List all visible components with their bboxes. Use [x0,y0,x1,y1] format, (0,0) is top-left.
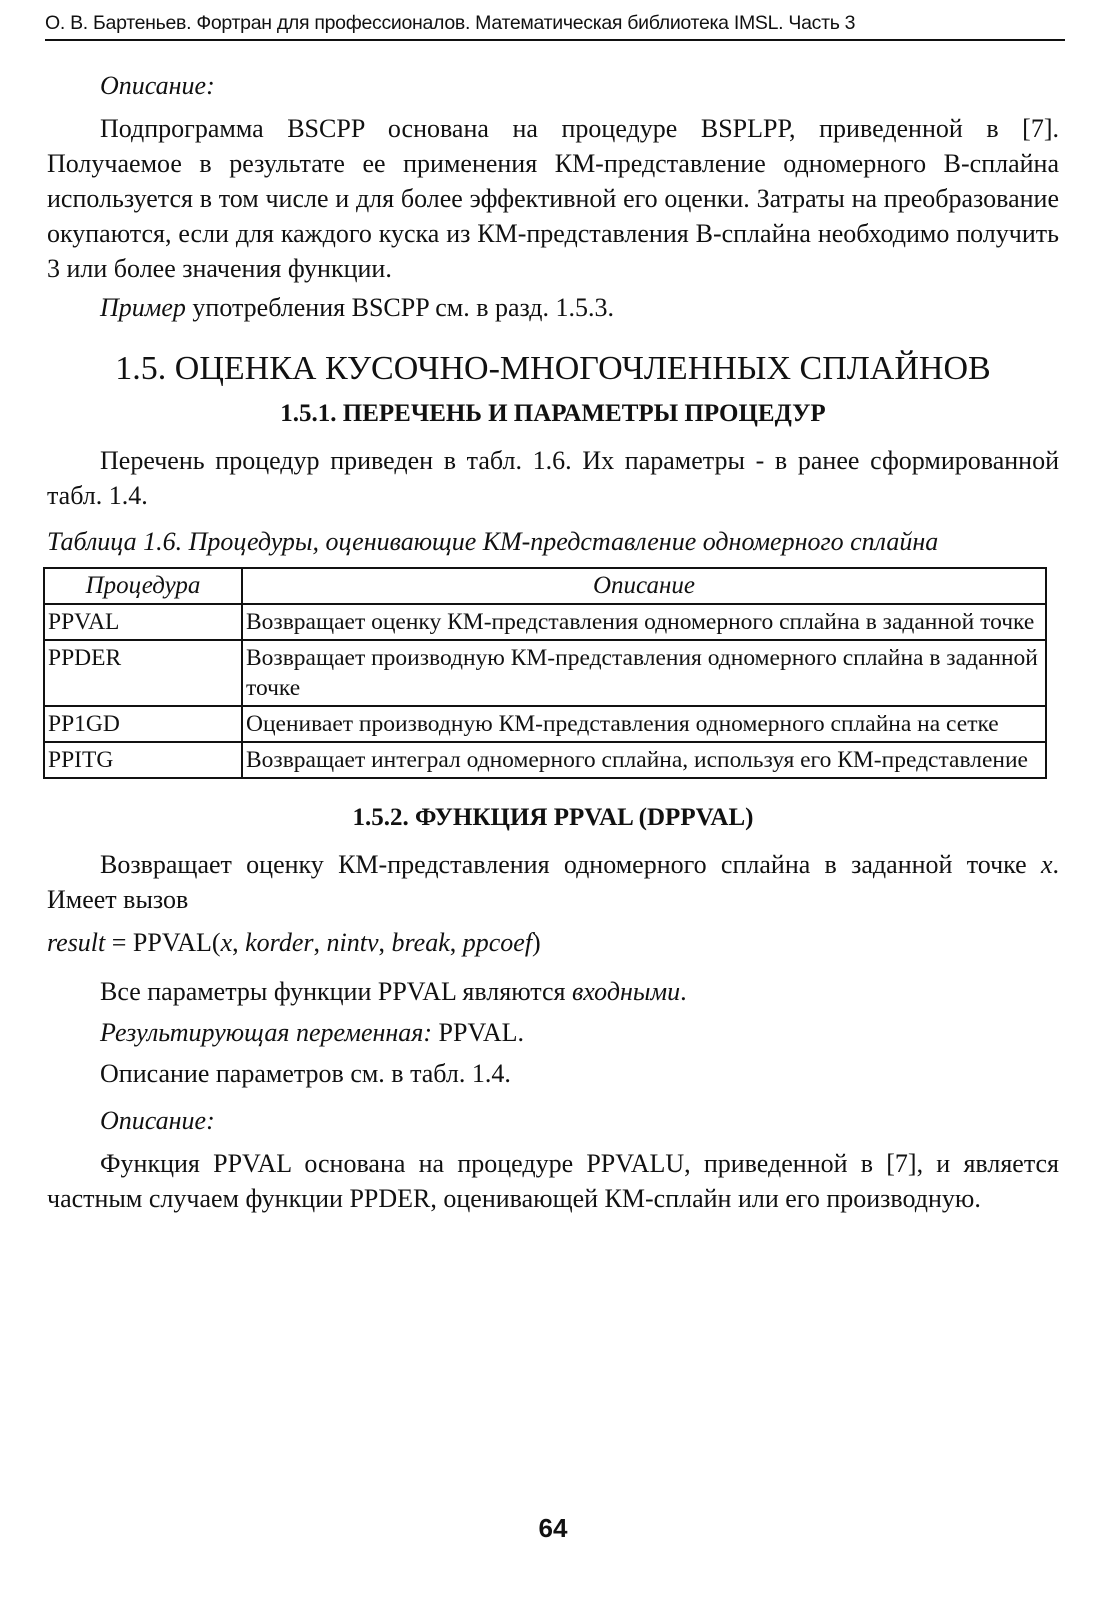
formula-result: result [47,928,106,957]
params-emphasis: входными [572,977,681,1006]
table-row [44,742,1046,778]
intro-paragraph: Подпрограмма BSCPP основана на процедуре BSPLPP, приведенной в [7]. Получаемое в результате ее применения КМ-представление одномерного В-сплайна используется в том числе и для более эффективной его оценки. Затраты на преобразование окупаются, если для каждого куска из КМ-представления В-сплайна необходимо получить 3 или более значения функции. [47,114,1059,283]
procedures-table [43,567,1047,779]
table-row [44,604,1046,640]
formula-arg-korder: korder [245,928,314,957]
formula-sep: , [313,928,327,957]
function-heading: 1.5.2. ФУНКЦИЯ PPVAL (DPPVAL) [352,804,754,831]
table-header-row [44,568,1046,604]
column-header-procedure: Процедура [44,568,242,604]
table-row [44,706,1046,742]
formula-eq: = PPVAL( [105,928,221,957]
params-text: Все параметры функции PPVAL являются [100,977,572,1006]
description-label-2: Описание: [100,1106,215,1135]
page-number: 64 [538,1513,568,1543]
function-intro-end: . Имеет вызов [47,850,1059,914]
example-text: употребления BSCPP см. в разд. 1.5.3. [185,293,615,322]
result-value: PPVAL. [432,1018,525,1047]
function-intro-var: x [1040,850,1053,879]
procedure-description: Оценивает производную КМ-представления одномерного сплайна на сетке [242,706,1046,742]
procedure-name: PPDER [44,640,242,706]
page-content [47,68,1059,1216]
formula-arg-x: x [220,928,233,957]
example-label: Пример [100,293,186,322]
table-row [44,640,1046,706]
procedure-description: Возвращает оценку КМ-представления одномерного сплайна в заданной точке [242,604,1046,640]
formula-sep: , [378,928,392,957]
params-end: . [680,977,687,1006]
params-line [47,974,1059,1009]
procedure-name: PPITG [44,742,242,778]
function-intro [47,847,1059,917]
table-caption: Таблица 1.6. Процедуры, оценивающие КМ-представление одномерного сплайна [47,527,939,556]
formula-sep: , [232,928,246,957]
call-formula [47,925,1059,960]
subsection-heading: 1.5.1. ПЕРЕЧЕНЬ И ПАРАМЕТРЫ ПРОЦЕДУР [280,400,826,427]
procedure-name: PP1GD [44,706,242,742]
formula-arg-ppcoef: ppcoef [462,928,533,957]
column-header-description: Описание [242,568,1046,604]
formula-arg-nintv: nintv [326,928,379,957]
procedure-description: Возвращает производную КМ-представления одномерного сплайна в заданной точке [242,640,1046,706]
params-ref: Описание параметров см. в табл. 1.4. [100,1059,511,1088]
formula-close: ) [532,928,541,957]
example-line [47,290,1059,325]
formula-sep: , [449,928,463,957]
procedures-paragraph: Перечень процедур приведен в табл. 1.6. Их параметры - в ранее сформированной табл. 1.4. [47,446,1059,510]
description-label: Описание: [100,71,215,100]
function-description: Функция PPVAL основана на процедуре PPVALU, приведенной в [7], и является частным случаем функции PPDER, оценивающей КМ-сплайн или его производную. [47,1149,1059,1213]
result-label: Результирующая переменная: [100,1018,433,1047]
section-heading: 1.5. ОЦЕНКА КУСОЧНО-МНОГОЧЛЕННЫХ СПЛАЙНОВ [115,350,991,387]
formula-arg-break: break [391,928,450,957]
procedure-description: Возвращает интеграл одномерного сплайна, используя его КМ-представление [242,742,1046,778]
result-line [47,1015,1059,1050]
running-header: О. В. Бартеньев. Фортран для профессионалов. Математическая библиотека IMSL. Часть 3 [45,10,1065,41]
function-intro-text: Возвращает оценку КМ-представления одномерного сплайна в заданной точке [100,850,1041,879]
procedure-name: PPVAL [44,604,242,640]
